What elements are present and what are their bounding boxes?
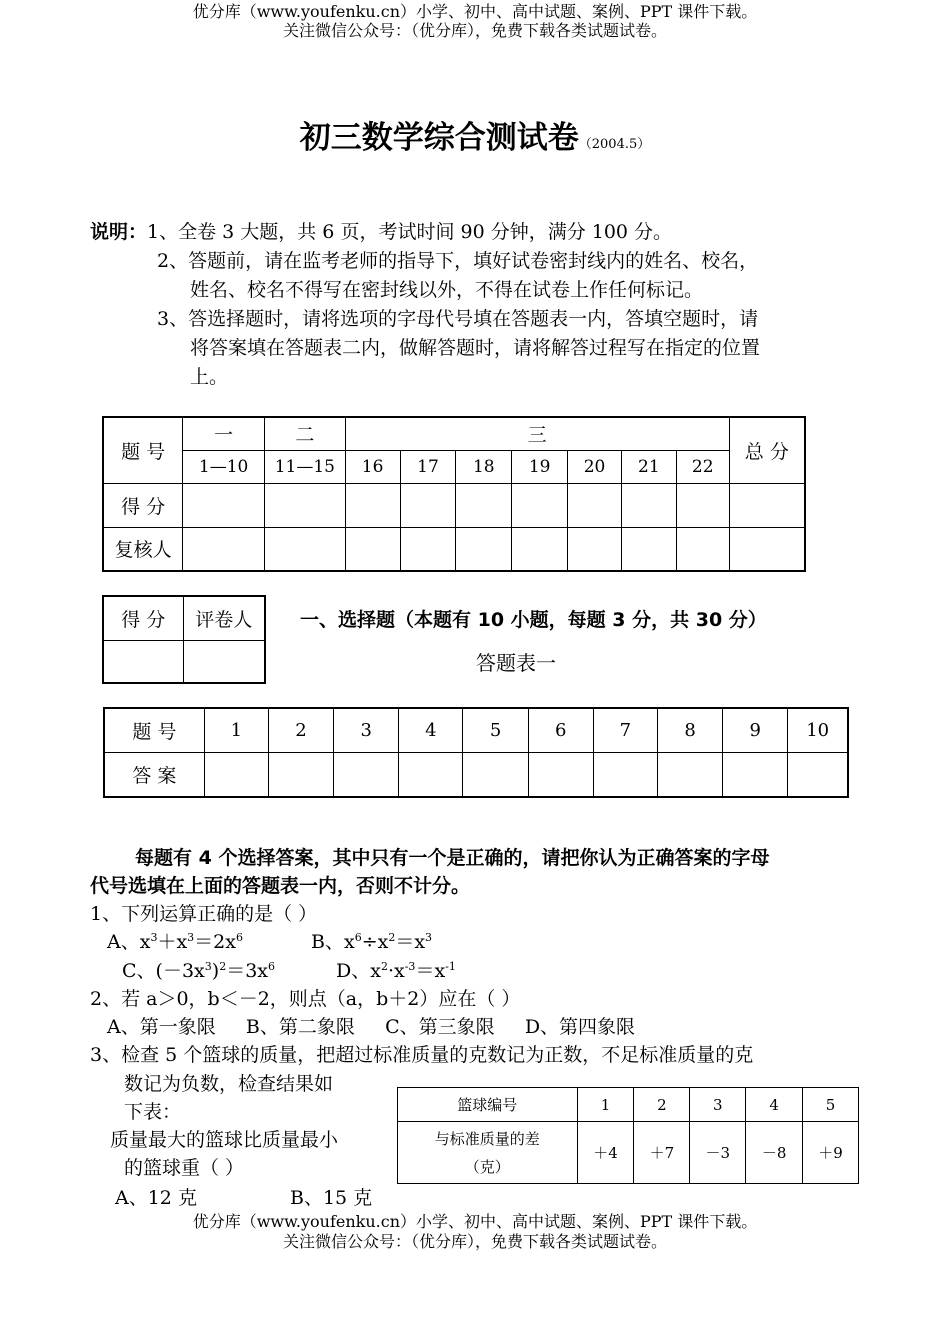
- notes-item-2b: 姓名、校名不得写在密封线以外，不得在试卷上作任何标记。: [190, 279, 704, 301]
- q1-b-exp: 6: [354, 931, 362, 944]
- answer-input-cell[interactable]: [463, 753, 528, 798]
- answer-num-cell: 4: [399, 708, 463, 753]
- basketball-diff-cell: ＋4: [577, 1122, 634, 1184]
- score-input-cell[interactable]: [568, 527, 622, 571]
- q1-a-text: ＝2x: [194, 931, 236, 953]
- notes-item-2a: 2、答题前，请在监考老师的指导下，填好试卷密封线内的姓名、校名，: [157, 250, 759, 272]
- score-input-cell[interactable]: [183, 527, 265, 571]
- q1-c-label: C、: [122, 960, 156, 982]
- notes-item-3c: 上。: [190, 366, 229, 388]
- q1-option-c: [122, 957, 275, 985]
- q1-d-exp: -3: [404, 960, 416, 973]
- basketball-header-diff-1: 与标准质量的差: [434, 1129, 540, 1148]
- score-sub-cell: 1—10: [183, 450, 265, 483]
- score-sub-cell: 22: [676, 450, 729, 483]
- q1-c-exp: 6: [268, 960, 275, 973]
- footer-line-2: 关注微信公众号：（优分库），免费下载各类试题试卷。: [282, 1232, 667, 1251]
- score-header-tihao: 题 号: [103, 417, 183, 483]
- q3-stem-3: 下表：: [124, 1101, 182, 1123]
- score-input-cell[interactable]: [264, 483, 345, 527]
- answer-num-cell: 6: [528, 708, 593, 753]
- basketball-diff-cell: －8: [746, 1122, 803, 1184]
- basketball-id-cell: 3: [690, 1088, 746, 1122]
- q1-a-exp: 3: [150, 931, 158, 944]
- q3-stem-5: 的篮球重（ ）: [124, 1157, 245, 1179]
- q2-stem: 2、若 a＞0，b＜－2，则点（a，b＋2）应在（ ）: [90, 988, 521, 1010]
- score-input-cell[interactable]: [729, 483, 805, 527]
- notes-item-1: [90, 218, 672, 247]
- answer-input-cell[interactable]: [268, 753, 333, 798]
- grader-input-cell[interactable]: [103, 640, 183, 683]
- basketball-diff-cell: －3: [690, 1122, 746, 1184]
- grader-table: [102, 595, 266, 684]
- answer-input-cell[interactable]: [723, 753, 788, 798]
- q3-stem-2: 数记为负数，检查结果如: [124, 1073, 334, 1095]
- q1-a-label: A、: [107, 931, 140, 953]
- notes-label: 说明：: [90, 221, 148, 243]
- basketball-diff-cell: ＋7: [634, 1122, 690, 1184]
- score-input-cell[interactable]: [512, 483, 568, 527]
- score-input-cell[interactable]: [568, 483, 622, 527]
- answer-input-cell[interactable]: [334, 753, 399, 798]
- answer-num-cell: 5: [463, 708, 528, 753]
- score-sub-cell: 17: [400, 450, 456, 483]
- score-input-cell[interactable]: [400, 527, 456, 571]
- page-title: [0, 112, 950, 157]
- q1-d-text: ＝x: [415, 960, 446, 982]
- score-sub-cell: 21: [621, 450, 676, 483]
- q1-option-d: [336, 957, 456, 985]
- answer-input-cell[interactable]: [593, 753, 657, 798]
- basketball-header-id: 篮球编号: [398, 1088, 578, 1122]
- q1-d-label: D、: [336, 960, 371, 982]
- q1-d-exp: 2: [380, 960, 388, 973]
- answer-num-cell: 9: [723, 708, 788, 753]
- header-line-1: 优分库（www.youfenku.cn）小学、初中、高中试题、案例、PPT 课件下载。: [192, 2, 758, 21]
- answer-num-cell: 10: [788, 708, 848, 753]
- score-input-cell[interactable]: [264, 527, 345, 571]
- q1-b-text: ÷x: [361, 931, 389, 953]
- answer-num-cell: 3: [334, 708, 399, 753]
- q1-d-text: ·x: [387, 960, 405, 982]
- score-input-cell[interactable]: [345, 527, 400, 571]
- score-input-cell[interactable]: [456, 527, 512, 571]
- basketball-id-cell: 1: [577, 1088, 634, 1122]
- notes-item-3a: 3、答选择题时，请将选项的字母代号填在答题表一内，答填空题时，请: [157, 308, 759, 330]
- answer-input-cell[interactable]: [399, 753, 463, 798]
- score-sub-cell: 20: [568, 450, 622, 483]
- q1-c-text: ＝3x: [226, 960, 268, 982]
- grader-defen: 得 分: [103, 596, 183, 640]
- q1-a-exp: 3: [187, 931, 195, 944]
- score-input-cell[interactable]: [621, 527, 676, 571]
- q1-b-exp: 3: [425, 931, 433, 944]
- answer-num-cell: 7: [593, 708, 657, 753]
- q1-c-exp: 2: [219, 960, 227, 973]
- q1-c-text: ): [211, 960, 220, 982]
- grader-pingjuanren: 评卷人: [183, 596, 265, 640]
- score-header-two: 二: [264, 417, 345, 450]
- answer-header-daan: 答 案: [104, 753, 204, 798]
- notes-item-3b: 将答案填在答题表二内，做解答题时，请将解答过程写在指定的位置: [190, 337, 761, 359]
- basketball-id-cell: 5: [803, 1088, 859, 1122]
- q1-b-exp: 2: [388, 931, 396, 944]
- score-table: [102, 416, 806, 572]
- answer-num-cell: 2: [268, 708, 333, 753]
- q1-b-label: B、: [311, 931, 344, 953]
- answer-sheet-title: 答题表一: [476, 651, 556, 675]
- basketball-diff-cell: ＋9: [803, 1122, 859, 1184]
- score-header-three: 三: [345, 417, 729, 450]
- score-header-one: 一: [183, 417, 265, 450]
- answer-input-cell[interactable]: [204, 753, 268, 798]
- q3-stem-4: 质量最大的篮球比质量最小: [110, 1129, 339, 1151]
- footer-line-1: 优分库（www.youfenku.cn）小学、初中、高中试题、案例、PPT 课件下载。: [192, 1212, 758, 1231]
- basketball-id-cell: 2: [634, 1088, 690, 1122]
- q3-option-a: A、12 克: [115, 1187, 197, 1209]
- basketball-table: [397, 1087, 859, 1184]
- q1-d-text: x: [370, 960, 381, 982]
- answer-input-cell[interactable]: [528, 753, 593, 798]
- basketball-id-cell: 4: [746, 1088, 803, 1122]
- q1-a-text: ＋x: [157, 931, 188, 953]
- score-input-cell[interactable]: [400, 483, 456, 527]
- q1-a-text: x: [139, 931, 151, 953]
- answer-num-cell: 1: [204, 708, 268, 753]
- title-date: （2004.5）: [578, 137, 651, 152]
- score-input-cell[interactable]: [512, 527, 568, 571]
- q1-a-exp: 6: [235, 931, 243, 944]
- grader-input-cell[interactable]: [183, 640, 265, 683]
- notes-item-1-text: 1、全卷 3 大题，共 6 页，考试时间 90 分钟，满分 100 分。: [147, 221, 673, 243]
- q1-c-text: (－3x: [155, 960, 205, 982]
- basketball-header-diff-2: （克）: [464, 1157, 510, 1176]
- score-input-cell[interactable]: [676, 483, 729, 527]
- q3-option-b: B、15 克: [290, 1187, 373, 1209]
- score-input-cell[interactable]: [456, 483, 512, 527]
- q1-b-text: x: [343, 931, 355, 953]
- score-input-cell[interactable]: [621, 483, 676, 527]
- score-sub-cell: 18: [456, 450, 512, 483]
- score-sub-cell: 16: [345, 450, 400, 483]
- section1-heading: 一、选择题（本题有 10 小题，每题 3 分，共 30 分）: [300, 609, 767, 631]
- score-input-cell[interactable]: [729, 527, 805, 571]
- score-input-cell[interactable]: [183, 483, 265, 527]
- score-sub-cell: 11—15: [264, 450, 345, 483]
- answer-input-cell[interactable]: [657, 753, 722, 798]
- q1-b-text: ＝x: [395, 931, 426, 953]
- answer-header-tihao: 题 号: [104, 708, 204, 753]
- q1-d-exp: -1: [445, 960, 456, 973]
- score-input-cell[interactable]: [345, 483, 400, 527]
- q1-option-a: [107, 928, 243, 956]
- q1-stem: 1、下列运算正确的是（ ）: [90, 903, 318, 925]
- q2-options: A、第一象限 B、第二象限 C、第三象限 D、第四象限: [107, 1016, 636, 1038]
- answer-input-cell[interactable]: [788, 753, 848, 798]
- title-main: 初三数学综合测试卷: [299, 120, 579, 156]
- q1-c-exp: 3: [204, 960, 212, 973]
- q3-stem-1: 3、检查 5 个篮球的质量，把超过标准质量的克数记为正数，不足标准质量的克: [90, 1044, 754, 1066]
- intro-line-2: 代号选填在上面的答题表一内，否则不计分。: [90, 875, 471, 897]
- score-row-defen: 得 分: [103, 483, 183, 527]
- score-input-cell[interactable]: [676, 527, 729, 571]
- score-header-total: 总 分: [729, 417, 805, 483]
- header-line-2: 关注微信公众号：（优分库），免费下载各类试题试卷。: [282, 21, 667, 40]
- answer-num-cell: 8: [657, 708, 722, 753]
- score-sub-cell: 19: [512, 450, 568, 483]
- q1-option-b: [311, 928, 432, 956]
- answer-table: [103, 707, 849, 798]
- basketball-header-diff: [398, 1122, 578, 1184]
- intro-line-1: 每题有 4 个选择答案，其中只有一个是正确的，请把你认为正确答案的字母: [135, 847, 770, 869]
- score-row-fuhe: 复核人: [103, 527, 183, 571]
